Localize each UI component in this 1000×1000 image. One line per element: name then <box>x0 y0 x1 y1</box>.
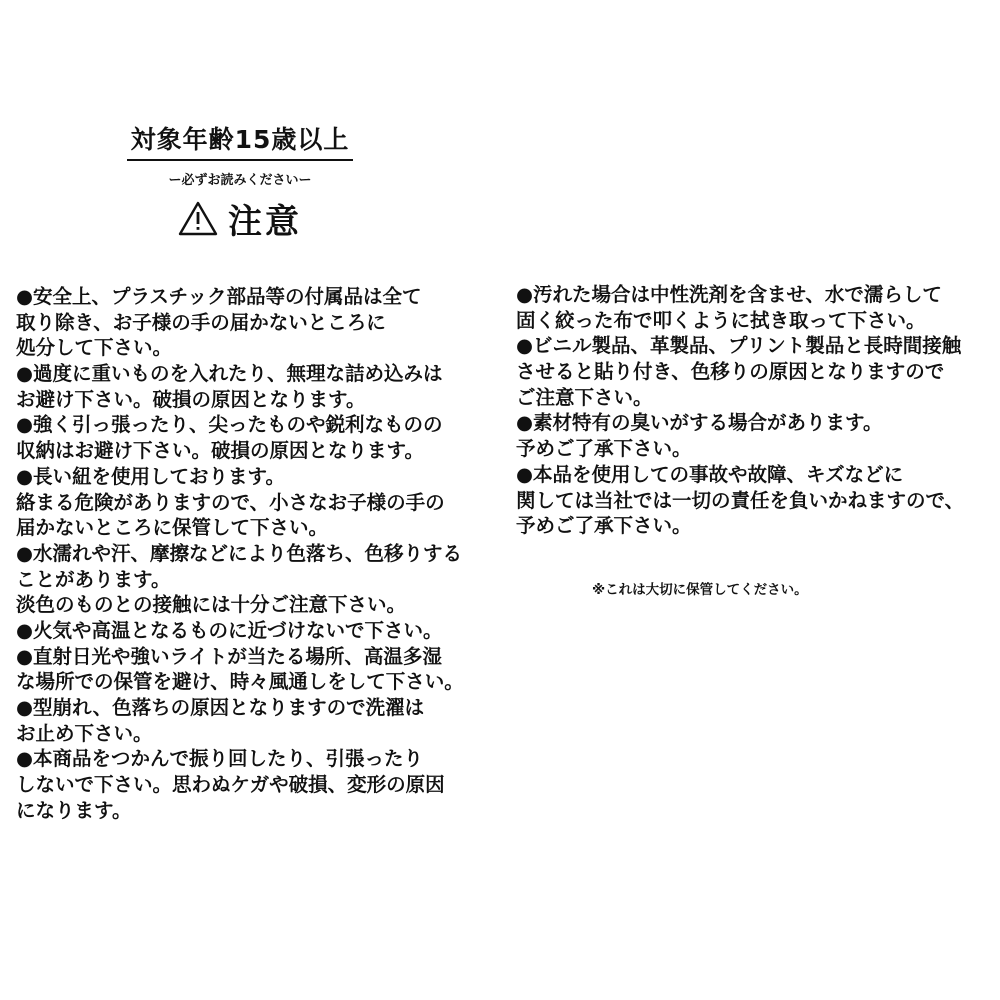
keep-safe-note: ※これは大切に保管してください。 <box>592 582 808 598</box>
notice-line: ●直射日光や強いライトが当たる場所、高温多湿 <box>16 644 442 668</box>
notice-line: お止め下さい。 <box>16 721 153 745</box>
notice-line: ことがあります。 <box>16 567 171 591</box>
notice-line: お避け下さい。破損の原因となります。 <box>16 387 366 411</box>
notice-line: 予めご了承下さい。 <box>516 514 692 538</box>
notice-line: ●水濡れや汗、摩擦などにより色落ち、色移りする <box>16 541 463 565</box>
must-read-note: ー必ずお読みくださいー <box>168 173 312 188</box>
notice-line: ●長い紐を使用しております。 <box>16 464 285 488</box>
notice-line: ●汚れた場合は中性洗剤を含ませ、水で濡らして <box>516 283 942 306</box>
notice-line: 絡まる危険がありますので、小さなお子様の手の <box>16 490 445 514</box>
notice-line: 収納はお避け下さい。破損の原因となります。 <box>16 439 424 463</box>
notice-line: 固く絞った布で叩くように拭き取って下さい。 <box>516 308 926 332</box>
notice-line: 関しては当社では一切の責任を負いかねますので、 <box>516 488 965 512</box>
notice-line: 予めご了承下さい。 <box>516 437 692 461</box>
notice-line: ●本品を使用しての事故や故障、キズなどに <box>516 462 904 486</box>
notice-line: ●本商品をつかんで振り回したり、引張ったり <box>16 747 424 771</box>
notice-line: しないで下さい。思わぬケガや破損、変形の原因 <box>16 773 445 797</box>
age-requirement-title: 対象年齢15歳以上 <box>127 120 354 161</box>
warning-triangle-icon <box>178 201 218 236</box>
notice-line: ●ビニル製品、革製品、プリント製品と長時間接触 <box>516 334 962 358</box>
left-notice-column <box>16 284 486 823</box>
caution-label: 注意 <box>228 202 302 242</box>
notice-line: な場所での保管を避け、時々風通しをして下さい。 <box>16 670 464 694</box>
notice-line: ●強く引っ張ったり、尖ったものや鋭利なものの <box>16 413 443 437</box>
notice-line: 取り除き、お子様の手の届かないところに <box>16 310 386 334</box>
notice-line: になります。 <box>16 798 132 822</box>
warning-header <box>110 120 370 243</box>
right-notice-column <box>516 282 996 539</box>
caution-heading <box>110 194 370 243</box>
notice-line: させると貼り付き、色移りの原因となりますので <box>516 360 945 384</box>
notice-line: 処分して下さい。 <box>16 336 173 360</box>
notice-line: ●素材特有の臭いがする場合があります。 <box>516 411 883 435</box>
notice-line: 淡色のものとの接触には十分ご注意下さい。 <box>16 593 407 617</box>
notice-line: 届かないところに保管して下さい。 <box>16 516 329 540</box>
notice-line: ●型崩れ、色落ちの原因となりますので洗濯は <box>16 696 425 719</box>
notice-line: ●過度に重いものを入れたり、無理な詰め込みは <box>16 362 443 386</box>
notice-line: ご注意下さい。 <box>516 385 653 409</box>
notice-line: ●安全上、プラスチック部品等の付属品は全て <box>16 285 422 308</box>
notice-line: ●火気や高温となるものに近づけないで下さい。 <box>16 618 443 642</box>
